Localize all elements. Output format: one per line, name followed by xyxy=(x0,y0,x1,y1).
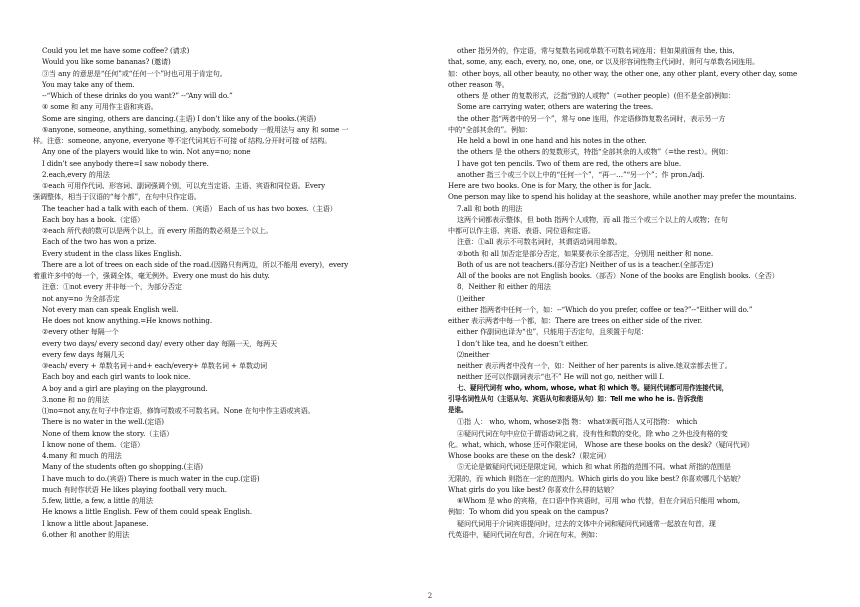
text-line: Both of us are not teachers.(部分否定) Neither of us is a teacher.(全部否定) xyxy=(457,259,714,269)
text-line: I know none of them.（定语） xyxy=(42,439,145,449)
text-line: ②every other 每隔一个 xyxy=(42,327,119,337)
text-line: There is no water in the well.(定语) xyxy=(42,417,164,427)
right-column xyxy=(448,45,828,540)
text-line: ①指 人： who, whom, whose②指 物： what③既可指人又可指物： which xyxy=(457,417,698,427)
text-line: 例如：To whom did you speak on the campus? xyxy=(448,507,609,517)
text-line: 5.few, little, a few, a little 的用法 xyxy=(42,496,153,505)
text-line: A boy and a girl are playing on the playground. xyxy=(42,383,208,393)
text-line: others 是 other 的复数形式，泛指“别的人或物”（=other people）(但不是全部)例如： xyxy=(457,91,735,100)
text-line: ③当 any 的意思是“任何”或“任何一个”时也可用于肯定句。 xyxy=(42,68,227,78)
text-line: Whose books are these on the desk?（限定词） xyxy=(448,451,611,460)
text-line: I have got ten pencils. Two of them are red, the others are blue. xyxy=(457,158,682,168)
text-line: either 表示两者中每一个都，如：There are trees on either side of the river. xyxy=(448,316,702,325)
text-line: that, some, any, each, every, no, one, one, or 以及形容词性物主代词时，则可与单数名词连用。 xyxy=(448,57,760,67)
text-line: 无限的，而 which 则指在一定的范围内。Which girls do you like best? 你喜欢哪几个姑娘？ xyxy=(448,473,745,483)
text-line: ⑴no=not any,在句子中作定语，修饰可数或不可数名词。None 在句中作主语或宾语。 xyxy=(42,406,315,415)
text-line: not any=no 为全部否定 xyxy=(42,293,120,303)
text-line: I didn’t see anybody there=I saw nobody there. xyxy=(42,158,209,168)
text-line: another 指三个或三个以上中的“任何一个”，“再一…”“另一个”；作 pron./adj. xyxy=(457,169,705,179)
text-line: What girls do you like best? 你喜欢什么样的姑娘？ xyxy=(448,484,618,494)
text-line: Each boy and each girl wants to look nice. xyxy=(42,372,191,382)
text-line: 中都可以作主语、宾语、表语、同位语和定语。 xyxy=(448,226,595,235)
text-line: --“Which of these drinks do you want?” --“Any will do.” xyxy=(42,91,233,100)
text-line: He held a bowl in one hand and his notes in the other. xyxy=(457,136,647,145)
text-line: 6.other 和 another 的用法 xyxy=(42,529,130,539)
text-line: ④ some 和 any 可用作主语和宾语。 xyxy=(42,102,158,112)
text-line: the other 指“两者中的另一个”，常与 one 连用，作定语修饰复数名词时，表示另一方 xyxy=(457,113,726,123)
text-line: Any one of the players would like to win. Not any=no; none xyxy=(42,147,251,157)
text-line: I know a little about Japanese. xyxy=(42,518,149,528)
text-line: None of them know the story.（主语） xyxy=(42,428,174,438)
text-line: other reason 等。 xyxy=(448,79,509,89)
text-line: He does not know anything.=He knows nothing. xyxy=(42,316,212,325)
text-line: 疑问代词用于介词宾语提问时，过去的文体中介词和疑问代词通常一起放在句首，现 xyxy=(457,518,716,528)
text-line: other 指另外的，作定语，常与复数名词或单数不可数名词连用；但如果前面有 the, this, xyxy=(457,46,735,55)
text-line: He knows a little English. Few of them could speak English. xyxy=(42,507,252,517)
text-line: neither 还可以作副词表示“也不” He will not go, neither will I. xyxy=(457,372,665,382)
text-line: Every student in the class likes English. xyxy=(42,248,182,258)
text-line: 注意：①not every 并非每一个，为部分否定 xyxy=(42,282,182,292)
text-line: 代英语中，疑问代词在句首，介词在句末，例如： xyxy=(448,529,602,539)
text-line: 强调整体，相当于汉语的“每个都”，在句中只作定语。 xyxy=(33,192,201,202)
text-line: either 作副词也译为“也”，只能用于否定句，且须置于句尾： xyxy=(457,327,648,337)
text-line: 8．Neither 和 either 的用法 xyxy=(457,282,551,292)
text-line: ⑴either xyxy=(457,293,485,303)
text-line: 注意：①all 表示不可数名词时，其谓语动词用单数。 xyxy=(457,237,622,247)
text-line: 7.all 和 both 的用法 xyxy=(457,203,523,213)
text-line: 3.none 和 no 的用法 xyxy=(42,394,109,404)
text-line: neither 表示两者中没有一个，如：Neither of her parents is alive.她双亲都去世了。 xyxy=(457,361,732,370)
text-line: ②each 所代表的数可以是两个以上，而 every 所指的数必须是三个以上。 xyxy=(42,226,273,235)
text-line: ②both 和 all 加否定是部分否定，如果要表示全部否定，分别用 neither 和 none. xyxy=(457,248,714,258)
text-line: There are a lot of trees on each side of the road.(因路只有两边，所以不能用 every)，every xyxy=(42,259,349,269)
text-line: much 有时作状语 He likes playing football very much. xyxy=(42,484,227,494)
text-line: Some are singing, others are dancing.(主语) I don’t like any of the books.(宾语) xyxy=(42,113,317,123)
text-line: Some are carrying water, others are watering the trees. xyxy=(457,102,654,112)
text-line: 中的“全部其余的”。例如： xyxy=(448,124,532,134)
text-line: I don’t like tea, and he doesn’t either. xyxy=(457,338,589,348)
text-line: Not every man can speak English well. xyxy=(42,304,179,314)
text-line: ⑵neither xyxy=(457,349,490,359)
text-line: 2.each,every 的用法 xyxy=(42,169,110,179)
text-line: 引导名词性从句（主语从句、宾语从句和表语从句）如：Tell me who he is. 告诉我他 xyxy=(448,394,704,403)
text-line: The teacher had a talk with each of them.（宾语） Each of us has two boxes.（主语） xyxy=(42,203,337,213)
text-line: You may take any of them. xyxy=(42,79,135,89)
text-line: ④疑问代词在句中应位于谓语动词之前，没有性和数的变化，除 who 之外也没有格的变 xyxy=(457,428,728,438)
text-line: I have much to do.(宾语) There is much water in the cup.(定语) xyxy=(42,473,260,483)
text-line: All of the books are not English books.（部否）None of the books are English books.（全否） xyxy=(457,271,779,280)
text-line: 七、疑问代词有 who, whom, whose, what 和 which 等。疑问代词都可用作连接代词， xyxy=(457,383,729,392)
left-column xyxy=(33,45,410,540)
text-line: ⑤anyone, someone, anything, something, anybody, somebody 一般用法与 any 和 some 一 xyxy=(42,124,349,134)
text-line: Could you let me have some coffee? (请求) xyxy=(42,46,190,55)
text-line: ⑤无论是做疑问代词还是限定词，which 和 what 所指的范围不同。what 所指的范围是 xyxy=(457,462,732,472)
text-line: every two days/ every second day/ every other day 每隔一天，每两天 xyxy=(42,338,278,348)
text-line: Each boy has a book.（定语） xyxy=(42,214,145,224)
text-line: every few days 每隔几天 xyxy=(42,349,125,359)
text-line: 样。注意：someone, anyone, everyone 等不定代词其后不可接 of 结构,分开时可接 of 结构。 xyxy=(33,136,332,145)
text-line: One person may like to spend his holiday at the seashore, while another may prefer the mountains. xyxy=(448,192,797,202)
text-line: ③each/ every + 单数名词＋and+ each/every+ 单数名词 + 单数动词 xyxy=(42,361,267,370)
text-line: 是谁。 xyxy=(448,406,468,414)
text-line: 4.many 和 much 的用法 xyxy=(42,451,122,460)
text-line: ⑥Whom 是 who 的宾格，在口语中作宾语时，可用 who 代替，但在介词后只能用 whom, xyxy=(457,496,741,505)
page-number: 2 xyxy=(427,592,433,600)
text-line: Many of the students often go shopping.(主语) xyxy=(42,462,203,472)
text-line: 化。what, which, whose 还可作限定词， Whose are these books on the desk?（疑问代词） xyxy=(448,439,754,449)
text-line: Here are two books. One is for Mary, the other is for Jack. xyxy=(448,181,652,190)
text-line: ①each 可用作代词、形容词、副词强调个别，可以充当定语、主语、宾语和同位语。Every xyxy=(42,181,326,190)
text-line: the others 是 the others 的复数形式，特指“全部其余的人或物”（=the rest）。例如： xyxy=(457,147,733,157)
text-line: Each of the two has won a prize. xyxy=(42,237,157,247)
text-line: 着重许多中的每一个，强调全体，毫无例外。Every one must do his duty. xyxy=(33,271,270,280)
text-line: either 指两者中任何一个，如：--“Which do you prefer, coffee or tea?”--“Either will do.” xyxy=(457,304,753,314)
text-line: 如：other boys, all other beauty, no other way, the other one, any other plant, every other day, some xyxy=(448,68,798,78)
text-line: Would you like some bananas? (邀请) xyxy=(42,57,171,67)
text-line: 这两个词都表示整体，但 both 指两个人或物，而 all 指三个或三个以上的人或物；在句 xyxy=(457,214,728,224)
